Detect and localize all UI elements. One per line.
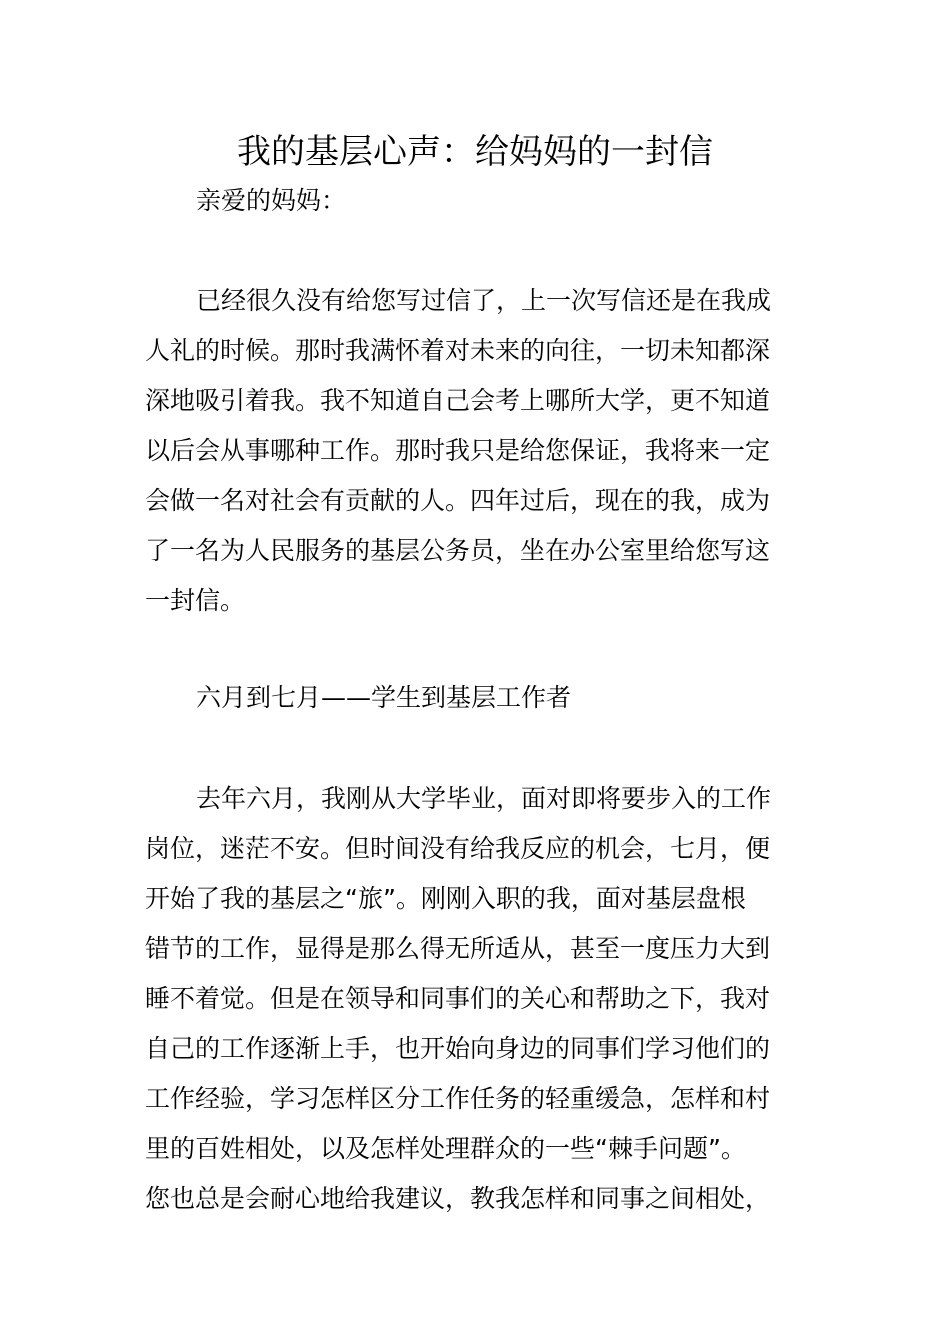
paragraph-line: 去年六月，我刚从大学毕业，面对即将要步入的工作 bbox=[196, 784, 772, 813]
paragraph-line: 会做一名对社会有贡献的人。四年过后，现在的我，成为 bbox=[145, 486, 771, 515]
paragraph-line: 您也总是会耐心地给我建议，教我怎样和同事之间相处， bbox=[145, 1184, 771, 1213]
paragraph-line: 睡不着觉。但是在领导和同事们的关心和帮助之下，我对 bbox=[145, 984, 771, 1013]
paragraph-line: 自己的工作逐渐上手，也开始向身边的同事们学习他们的 bbox=[145, 1034, 771, 1063]
paragraph-intro bbox=[145, 276, 820, 626]
document-title: 我的基层心声：给妈妈的一封信 bbox=[237, 132, 713, 172]
paragraph-line: 工作经验，学习怎样区分工作任务的轻重缓急，怎样和村 bbox=[145, 1084, 771, 1113]
paragraph-line: 岗位，迷茫不安。但时间没有给我反应的机会，七月，便 bbox=[145, 834, 771, 863]
paragraph-line: 里的百姓相处，以及怎样处理群众的一些“棘手问题”。 bbox=[145, 1134, 746, 1163]
paragraph-line: 深地吸引着我。我不知道自己会考上哪所大学，更不知道 bbox=[145, 386, 771, 415]
paragraph-line: 开始了我的基层之“旅”。刚刚入职的我，面对基层盘根 bbox=[145, 884, 746, 913]
paragraph-line: 了一名为人民服务的基层公务员，坐在办公室里给您写这 bbox=[145, 536, 771, 565]
section-heading: 六月到七月——学生到基层工作者 bbox=[196, 683, 572, 712]
paragraph-june-july bbox=[145, 774, 820, 1224]
paragraph-line: 错节的工作，显得是那么得无所适从，甚至一度压力大到 bbox=[145, 934, 771, 963]
salutation: 亲爱的妈妈： bbox=[196, 186, 347, 215]
paragraph-line: 以后会从事哪种工作。那时我只是给您保证，我将来一定 bbox=[145, 436, 771, 465]
paragraph-line: 人礼的时候。那时我满怀着对未来的向往，一切未知都深 bbox=[145, 336, 771, 365]
paragraph-line: 已经很久没有给您写过信了，上一次写信还是在我成 bbox=[196, 286, 772, 315]
paragraph-line: 一封信。 bbox=[145, 586, 246, 615]
